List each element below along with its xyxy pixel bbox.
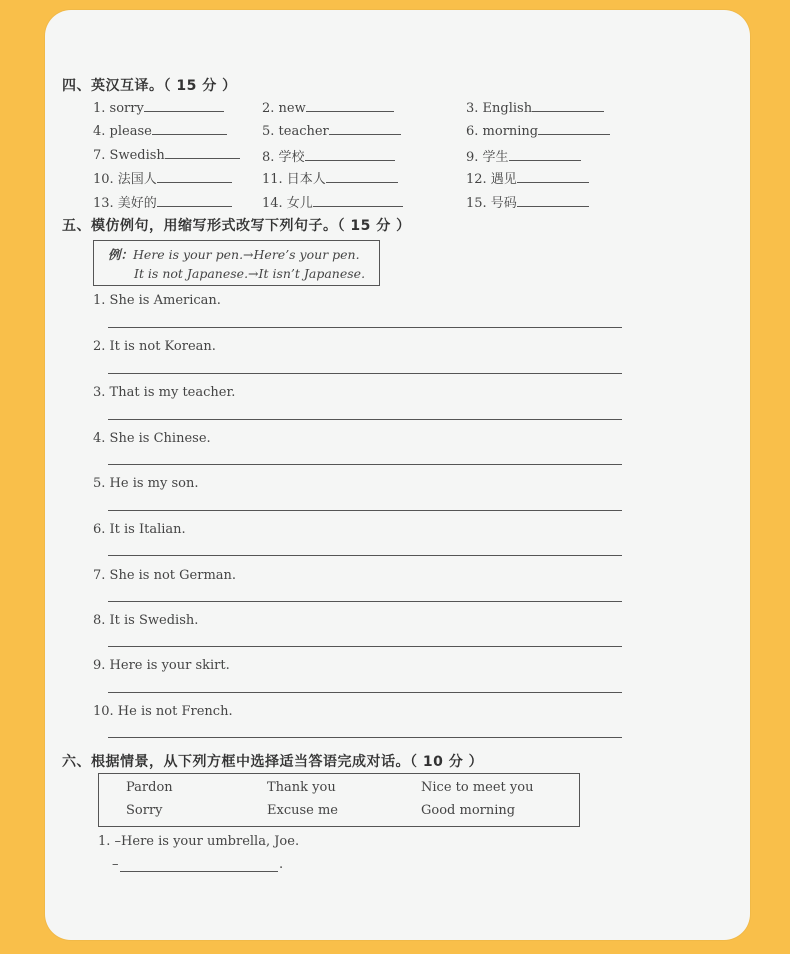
vocab-item-1: 1. sorry	[93, 99, 224, 116]
section-6-title: 六、根据情景，从下列方框中选择适当答语完成对话。（ 10 分 ）	[62, 754, 484, 770]
vocab-item-13: 13. 美好的	[93, 192, 232, 211]
answer-line-1[interactable]	[108, 327, 622, 328]
example-line-2: It is not Japanese.→It isn’t Japanese.	[134, 266, 366, 281]
dialog-question-1: 1. –Here is your umbrella, Joe.	[98, 834, 300, 849]
option-pardon: Pardon	[126, 780, 173, 795]
vocab-item-4: 4. please	[93, 122, 227, 139]
example-box	[93, 240, 380, 286]
dialog-answer-line[interactable]	[120, 871, 278, 872]
dialog-answer-period: .	[279, 857, 284, 872]
question-9: 9. Here is your skirt.	[93, 658, 230, 673]
question-7: 7. She is not German.	[93, 568, 237, 583]
answer-line-10[interactable]	[108, 737, 622, 738]
option-nice-to-meet-you: Nice to meet you	[421, 780, 534, 795]
question-10: 10. He is not French.	[93, 704, 233, 719]
vocab-item-6: 6. morning	[466, 122, 610, 139]
vocab-item-12: 12. 遇见	[466, 168, 589, 187]
answer-line-6[interactable]	[108, 555, 622, 556]
question-4: 4. She is Chinese.	[93, 431, 211, 446]
vocab-item-11: 11. 日本人	[262, 168, 398, 187]
example-line-1: 例：Here is your pen.→Here’s your pen.	[108, 247, 360, 262]
vocab-item-10: 10. 法国人	[93, 168, 232, 187]
answer-line-7[interactable]	[108, 601, 622, 602]
vocab-item-9: 9. 学生	[466, 146, 581, 165]
answer-line-4[interactable]	[108, 464, 622, 465]
answer-line-9[interactable]	[108, 692, 622, 693]
answer-line-3[interactable]	[108, 419, 622, 420]
options-box	[98, 773, 580, 827]
dialog-answer-dash: –	[112, 857, 119, 872]
option-thank-you: Thank you	[267, 780, 336, 795]
question-1: 1. She is American.	[93, 293, 221, 308]
option-excuse-me: Excuse me	[267, 803, 338, 818]
section-4-title: 四、英汉互译。（ 15 分 ）	[62, 78, 237, 94]
question-2: 2. It is not Korean.	[93, 339, 216, 354]
vocab-item-5: 5. teacher	[262, 122, 401, 139]
vocab-item-2: 2. new	[262, 99, 394, 116]
question-6: 6. It is Italian.	[93, 522, 186, 537]
question-8: 8. It is Swedish.	[93, 613, 199, 628]
answer-line-8[interactable]	[108, 646, 622, 647]
answer-line-2[interactable]	[108, 373, 622, 374]
question-3: 3. That is my teacher.	[93, 385, 236, 400]
vocab-item-3: 3. English	[466, 99, 604, 116]
vocab-item-14: 14. 女儿	[262, 192, 403, 211]
section-5-title: 五、模仿例句，用缩写形式改写下列句子。（ 15 分 ）	[62, 218, 411, 234]
vocab-item-8: 8. 学校	[262, 146, 395, 165]
option-good-morning: Good morning	[421, 803, 516, 818]
vocab-item-7: 7. Swedish	[93, 146, 240, 163]
option-sorry: Sorry	[126, 803, 163, 818]
answer-line-5[interactable]	[108, 510, 622, 511]
vocab-item-15: 15. 号码	[466, 192, 589, 211]
question-5: 5. He is my son.	[93, 476, 199, 491]
